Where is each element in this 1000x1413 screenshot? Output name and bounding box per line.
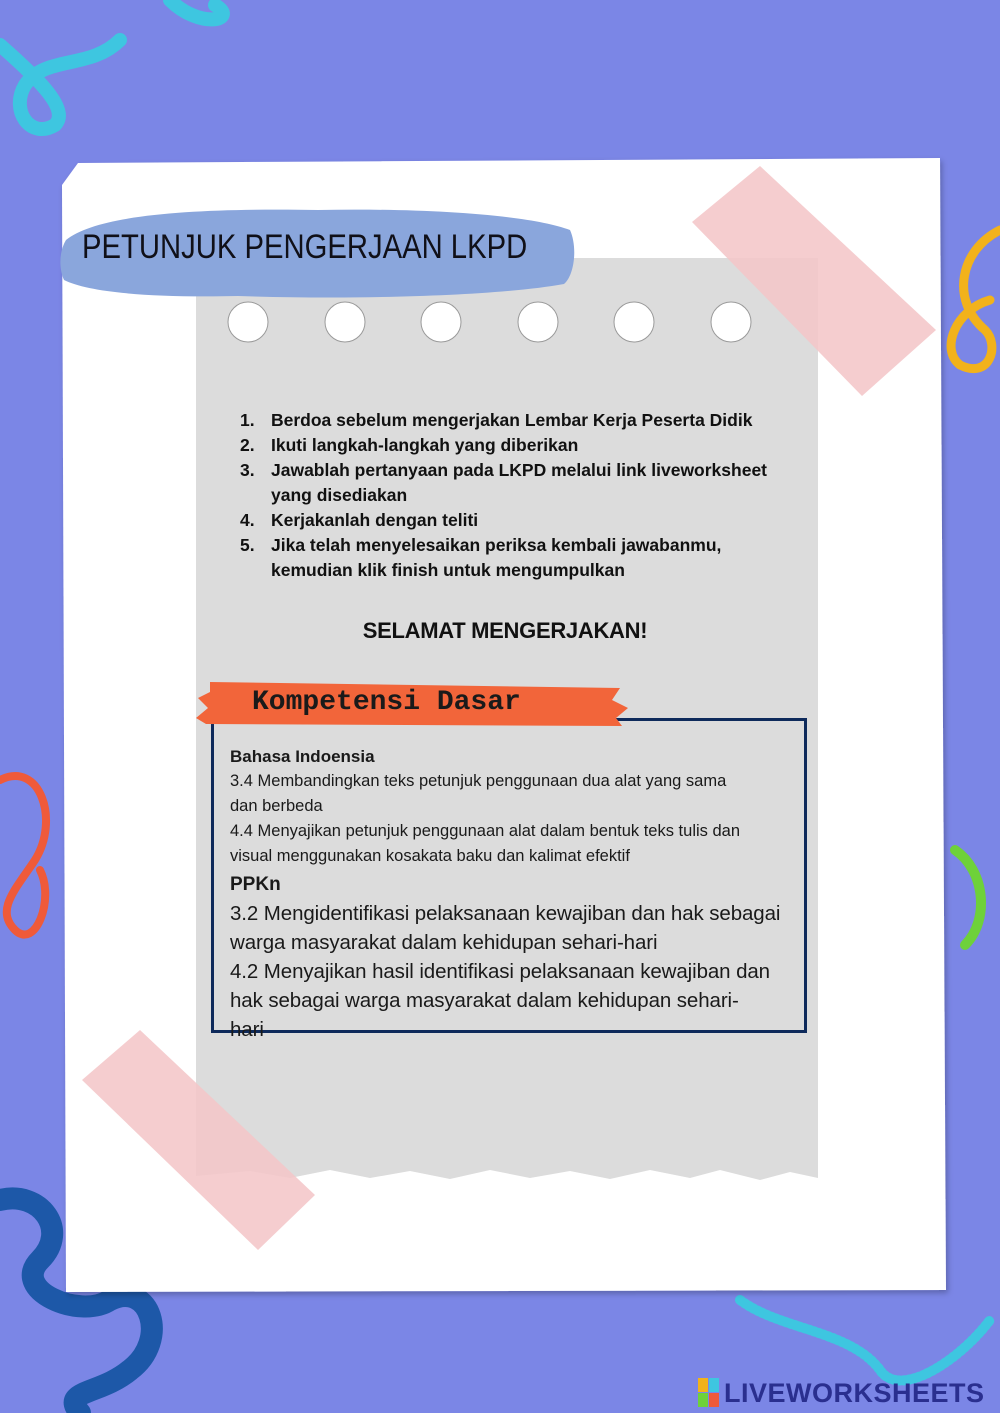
list-item	[236, 458, 796, 508]
kd-line: hak sebagai warga masyarakat dalam kehidupan sehari-	[230, 989, 739, 1012]
kd-line: 3.4 Membandingkan teks petunjuk penggunaan dua alat yang sama	[230, 772, 727, 790]
cyan-scribble-top-left	[0, 0, 223, 129]
kd-line: dan berbeda	[230, 797, 323, 815]
list-item	[236, 433, 796, 458]
kompetensi-dasar-heading: Kompetensi Dasar	[252, 687, 521, 718]
kompetensi-dasar-banner	[196, 678, 636, 734]
green-scribble-right	[955, 850, 981, 945]
item-text-continued: kemudian klik finish untuk mengumpulkan	[271, 560, 625, 580]
item-number: 5.	[240, 535, 255, 555]
yellow-scribble-right	[951, 230, 1000, 369]
item-text: Kerjakanlah dengan teliti	[271, 510, 479, 530]
item-number: 3.	[240, 460, 255, 480]
kd-line: hari	[230, 1018, 264, 1041]
orange-scribble-left	[0, 776, 46, 935]
item-number: 4.	[240, 510, 255, 530]
item-text: Berdoa sebelum mengerjakan Lembar Kerja Peserta Didik	[271, 410, 753, 430]
list-item	[236, 508, 796, 533]
item-text-continued: yang disediakan	[271, 485, 408, 505]
cyan-scribble-bottom-right	[740, 1300, 990, 1380]
kd-line: 4.2 Menyajikan hasil identifikasi pelaksanaan kewajiban dan	[230, 960, 770, 983]
item-text: Jawablah pertanyaan pada LKPD melalui link liveworksheet	[271, 460, 768, 480]
list-item	[236, 408, 796, 433]
list-item	[236, 533, 796, 583]
subject-bahasa-indonesia: Bahasa Indoensia	[230, 747, 375, 766]
kd-line: visual menggunakan kosakata baku dan kalimat efektif	[230, 847, 630, 865]
kd-line: warga masyarakat dalam kehidupan sehari-hari	[230, 931, 658, 954]
kd-line: 3.2 Mengidentifikasi pelaksanaan kewajiban dan hak sebagai	[230, 902, 781, 925]
liveworksheets-logo-icon	[698, 1378, 720, 1408]
liveworksheets-logo-text: LIVEWORKSHEETS	[724, 1377, 985, 1408]
closing-message: SELAMAT MENGERJAKAN!	[362, 618, 648, 643]
kd-line: 4.4 Menyajikan petunjuk penggunaan alat dalam bentuk teks tulis dan	[230, 822, 741, 840]
liveworksheets-logo	[698, 1377, 985, 1409]
item-text: Jika telah menyelesaikan periksa kembali jawabanmu,	[271, 535, 722, 555]
item-number: 2.	[240, 435, 255, 455]
item-text: Ikuti langkah-langkah yang diberikan	[271, 435, 579, 455]
title-banner	[58, 200, 578, 304]
subject-ppkn: PPKn	[230, 874, 281, 895]
page-title: PETUNJUK PENGERJAAN LKPD	[82, 228, 528, 266]
instruction-list	[236, 408, 796, 583]
item-number: 1.	[240, 410, 255, 430]
kompetensi-dasar-box	[211, 718, 807, 1041]
